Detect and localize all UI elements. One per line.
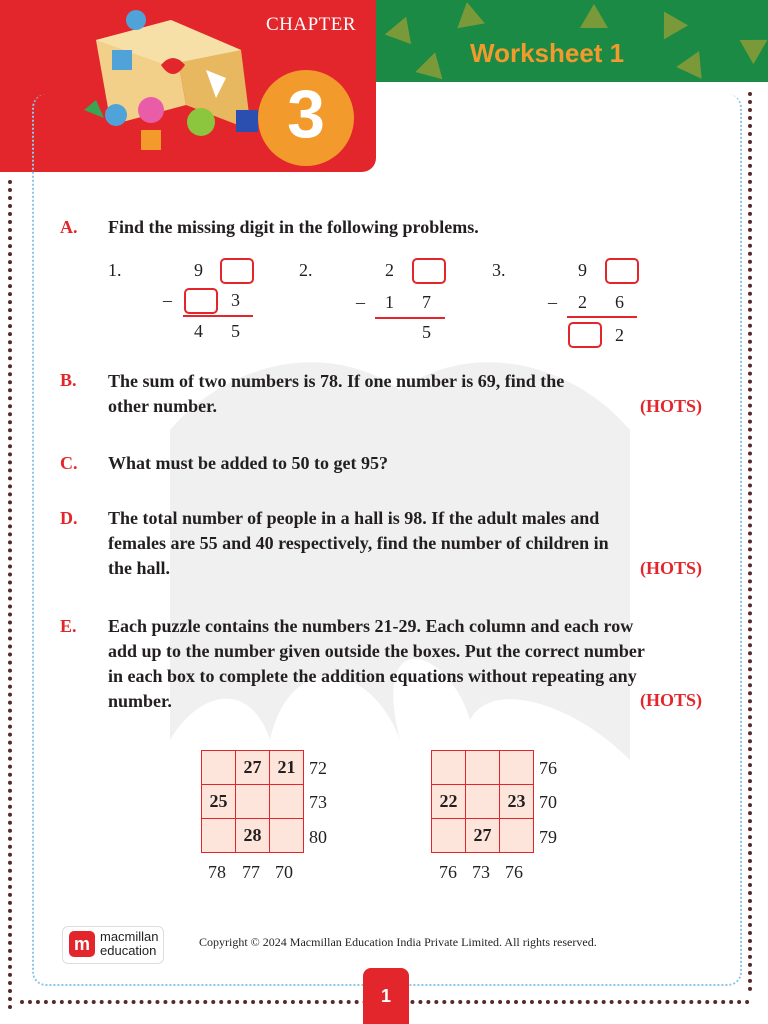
logo-text-line2: education xyxy=(100,943,157,958)
triangle-decoration xyxy=(580,4,608,28)
puzzle-cell[interactable] xyxy=(466,751,500,785)
problem-1-result-ones: 5 xyxy=(231,321,240,341)
problem-3-result-ones: 2 xyxy=(615,325,624,345)
dotted-border-right xyxy=(748,92,756,992)
copyright-notice: Copyright © 2024 Macmillan Education India Private Limited. All rights reserved. xyxy=(199,935,597,949)
problem-3-bottom-ones: 6 xyxy=(615,292,624,312)
puzzle-cell[interactable] xyxy=(432,819,466,853)
problem-1-label: 1. xyxy=(108,260,122,280)
missing-digit-box[interactable] xyxy=(605,258,639,284)
question-c-letter: C. xyxy=(60,453,78,473)
problem-2-result-ones: 5 xyxy=(422,322,431,342)
worksheet-title: Worksheet 1 xyxy=(470,38,625,68)
row-sum: 80 xyxy=(309,827,327,847)
sum-line xyxy=(183,315,253,317)
column-sum: 76 xyxy=(439,862,457,882)
problem-2-bottom-tens: 1 xyxy=(385,292,394,312)
hots-tag: (HOTS) xyxy=(640,690,703,710)
hots-tag: (HOTS) xyxy=(640,558,703,578)
dotted-border-left xyxy=(8,180,16,1010)
minus-sign: – xyxy=(548,292,557,312)
question-b-line1: The sum of two numbers is 78. If one number is 69, find the xyxy=(108,371,565,391)
missing-digit-box[interactable] xyxy=(412,258,446,284)
question-d-line2: females are 55 and 40 respectively, find the number of children in xyxy=(108,533,609,553)
problem-1-top-tens: 9 xyxy=(194,260,203,280)
column-sum: 70 xyxy=(275,862,293,882)
question-a-text: Find the missing digit in the following problems. xyxy=(108,217,479,237)
question-d-line1: The total number of people in a hall is 98. If the adult males and xyxy=(108,508,600,528)
question-e-letter: E. xyxy=(60,616,77,636)
row-sum: 76 xyxy=(539,758,557,778)
column-sum: 78 xyxy=(208,862,226,882)
chapter-number: 3 xyxy=(287,76,325,152)
problem-2-bottom-ones: 7 xyxy=(422,292,431,312)
logo-icon: m xyxy=(69,931,95,957)
row-sum: 72 xyxy=(309,758,327,778)
macmillan-logo xyxy=(62,926,164,964)
hots-tag: (HOTS) xyxy=(640,396,703,416)
puzzle-cell[interactable] xyxy=(202,751,236,785)
puzzle-cell[interactable] xyxy=(270,819,304,853)
puzzle-cell: 21 xyxy=(270,751,304,785)
page-number: 1 xyxy=(363,968,409,1024)
problem-3-top-tens: 9 xyxy=(578,260,587,280)
puzzle-cell[interactable] xyxy=(500,819,534,853)
column-sum: 73 xyxy=(472,862,490,882)
missing-digit-box[interactable] xyxy=(568,322,602,348)
problem-1-result-tens: 4 xyxy=(194,321,203,341)
puzzle-cell: 23 xyxy=(500,785,534,819)
puzzle-cell[interactable] xyxy=(500,751,534,785)
question-b-line2: other number. xyxy=(108,396,218,416)
puzzle-cell: 27 xyxy=(236,751,270,785)
puzzle-cell: 22 xyxy=(432,785,466,819)
puzzle-cell: 25 xyxy=(202,785,236,819)
puzzle-cell[interactable] xyxy=(202,819,236,853)
puzzle-cell[interactable] xyxy=(236,785,270,819)
puzzle-cell[interactable] xyxy=(270,785,304,819)
question-d-line3: the hall. xyxy=(108,558,171,578)
triangle-decoration xyxy=(453,0,485,28)
problem-1-bottom-ones: 3 xyxy=(231,290,240,310)
problem-3-label: 3. xyxy=(492,260,506,280)
minus-sign: – xyxy=(356,292,365,312)
question-d-letter: D. xyxy=(60,508,78,528)
logo-text-line1: macmillan xyxy=(100,929,159,944)
puzzle-cell: 28 xyxy=(236,819,270,853)
row-sum: 73 xyxy=(309,792,327,812)
question-a-letter: A. xyxy=(60,217,78,237)
puzzle-cell[interactable] xyxy=(466,785,500,819)
sum-line xyxy=(375,317,445,319)
question-c-text: What must be added to 50 to get 95? xyxy=(108,453,389,473)
column-sum: 77 xyxy=(242,862,260,882)
puzzle-cell[interactable] xyxy=(432,751,466,785)
question-b-letter: B. xyxy=(60,370,77,390)
row-sum: 70 xyxy=(539,792,557,812)
question-e-line4: number. xyxy=(108,691,172,711)
problem-3-bottom-tens: 2 xyxy=(578,292,587,312)
magic-square-puzzle-1 xyxy=(201,750,304,853)
question-e-line2: add up to the number given outside the boxes. Put the correct number xyxy=(108,641,645,661)
column-sum: 76 xyxy=(505,862,523,882)
sum-line xyxy=(567,316,637,318)
question-e-line3: in each box to complete the addition equations without repeating any xyxy=(108,666,637,686)
problem-2-label: 2. xyxy=(299,260,313,280)
magic-square-puzzle-2 xyxy=(431,750,534,853)
row-sum: 79 xyxy=(539,827,557,847)
problem-2-top-tens: 2 xyxy=(385,260,394,280)
missing-digit-box[interactable] xyxy=(184,288,218,314)
puzzle-cell: 27 xyxy=(466,819,500,853)
chapter-label: CHAPTER xyxy=(266,14,357,35)
question-e-line1: Each puzzle contains the numbers 21-29. Each column and each row xyxy=(108,616,634,636)
minus-sign: – xyxy=(163,290,172,310)
missing-digit-box[interactable] xyxy=(220,258,254,284)
